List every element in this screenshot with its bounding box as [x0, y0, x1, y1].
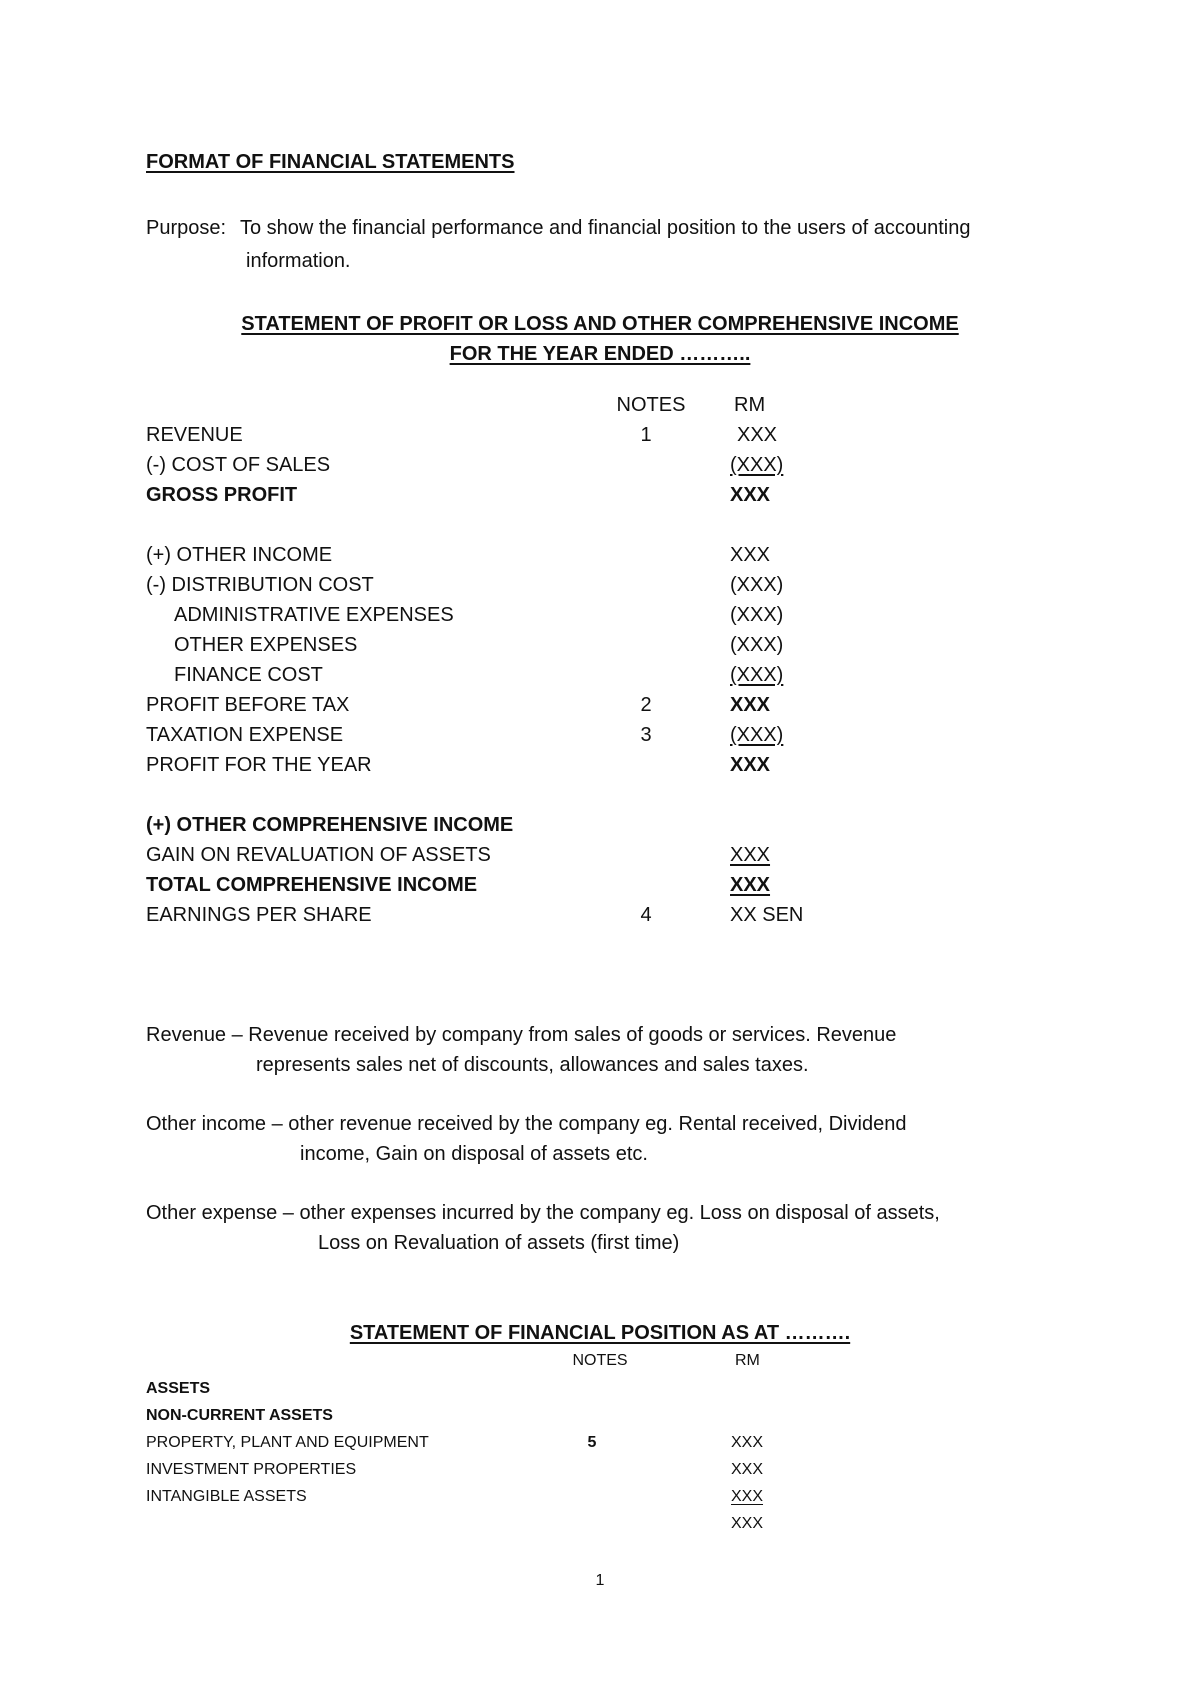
- pl-row-total-comprehensive-income: [0, 874, 1200, 904]
- pl-row-finance-cost: [0, 664, 1200, 694]
- definition-term: Revenue: [146, 1024, 227, 1046]
- row-amount: XXX: [730, 544, 771, 566]
- fp-row-investment-properties: [0, 1461, 1200, 1487]
- pl-row-gain-on-revaluation: [0, 844, 1200, 874]
- definition-other-expense-line2: Loss on Revaluation of assets (first time): [318, 1232, 680, 1254]
- row-label: INTANGIBLE ASSETS: [146, 1488, 307, 1505]
- pl-row-other-expenses: [0, 634, 1200, 664]
- row-amount: (XXX): [730, 664, 784, 686]
- row-amount: XXX: [731, 1434, 764, 1451]
- row-label: NON-CURRENT ASSETS: [146, 1407, 333, 1424]
- row-label: INVESTMENT PROPERTIES: [146, 1461, 357, 1478]
- pl-row-administrative-expenses: [0, 604, 1200, 634]
- pl-row-cost-of-sales: [0, 454, 1200, 484]
- fp-heading: STATEMENT OF FINANCIAL POSITION AS AT ……….: [349, 1322, 851, 1344]
- row-label: (+) OTHER INCOME: [146, 544, 333, 566]
- row-amount: XXX: [730, 484, 771, 506]
- row-label: GROSS PROFIT: [146, 484, 298, 506]
- row-amount: (XXX): [730, 604, 784, 626]
- row-label: TAXATION EXPENSE: [146, 724, 344, 746]
- row-note: 3: [640, 724, 652, 746]
- pl-row-other-income: [0, 544, 1200, 574]
- purpose-label: Purpose:: [146, 217, 227, 239]
- pl-column-headers: [0, 394, 1200, 424]
- pl-row-revenue: [0, 424, 1200, 454]
- purpose-text-line2: information.: [246, 250, 351, 272]
- row-note: 5: [587, 1434, 597, 1451]
- definition-term: Other expense: [146, 1202, 278, 1224]
- row-amount: XXX: [737, 424, 778, 446]
- row-note: 2: [640, 694, 652, 716]
- row-label: (-) DISTRIBUTION COST: [146, 574, 374, 596]
- definition-revenue-line2: represents sales net of discounts, allowances and sales taxes.: [256, 1054, 809, 1076]
- definition-text: – Revenue received by company from sales of goods or services. Revenue: [231, 1024, 897, 1046]
- pl-col-notes: NOTES: [616, 394, 686, 416]
- fp-row-assets: [0, 1380, 1200, 1406]
- row-label: PROFIT BEFORE TAX: [146, 694, 350, 716]
- row-amount: XXX: [730, 844, 771, 866]
- page-number: 1: [595, 1572, 605, 1589]
- pl-row-earnings-per-share: [0, 904, 1200, 934]
- definition-revenue: [146, 1024, 896, 1047]
- fp-row-intangible-assets: [0, 1488, 1200, 1514]
- document-title: FORMAT OF FINANCIAL STATEMENTS: [146, 151, 515, 173]
- row-label: PROFIT FOR THE YEAR: [146, 754, 372, 776]
- row-amount: (XXX): [730, 574, 784, 596]
- fp-column-headers: [0, 1352, 1200, 1378]
- row-amount: XXX: [731, 1515, 764, 1532]
- row-amount: XXX: [731, 1461, 764, 1478]
- definition-term: Other income: [146, 1113, 267, 1135]
- fp-row-ppe: [0, 1434, 1200, 1460]
- pl-row-profit-before-tax: [0, 694, 1200, 724]
- row-label: OTHER EXPENSES: [174, 634, 358, 656]
- pl-row-gross-profit: [0, 484, 1200, 514]
- definition-text: – other expenses incurred by the company eg. Loss on disposal of assets,: [282, 1202, 940, 1224]
- fp-col-rm: RM: [735, 1352, 760, 1369]
- pl-heading-line2: FOR THE YEAR ENDED ………..: [449, 343, 751, 365]
- row-label: EARNINGS PER SHARE: [146, 904, 372, 926]
- row-label: FINANCE COST: [174, 664, 323, 686]
- row-label: TOTAL COMPREHENSIVE INCOME: [146, 874, 478, 896]
- row-label: PROPERTY, PLANT AND EQUIPMENT: [146, 1434, 429, 1451]
- pl-row-distribution-cost: [0, 574, 1200, 604]
- row-label: REVENUE: [146, 424, 243, 446]
- pl-row-profit-for-the-year: [0, 754, 1200, 784]
- row-amount: XXX: [730, 754, 771, 776]
- row-label: GAIN ON REVALUATION OF ASSETS: [146, 844, 491, 866]
- fp-col-notes: NOTES: [572, 1352, 628, 1369]
- definition-other-income-line2: income, Gain on disposal of assets etc.: [300, 1143, 648, 1165]
- row-label: ASSETS: [146, 1380, 211, 1397]
- row-amount: (XXX): [730, 724, 784, 746]
- row-note: 1: [640, 424, 652, 446]
- row-label: (+) OTHER COMPREHENSIVE INCOME: [146, 814, 514, 836]
- pl-col-rm: RM: [734, 394, 766, 416]
- row-note: 4: [640, 904, 652, 926]
- row-label: (-) COST OF SALES: [146, 454, 331, 476]
- definition-other-income: [146, 1113, 906, 1136]
- definition-other-expense: [146, 1202, 940, 1225]
- purpose-text-line1: To show the financial performance and financial position to the users of accounting: [240, 217, 971, 239]
- row-amount: XXX: [730, 694, 771, 716]
- row-amount: XX SEN: [730, 904, 804, 926]
- row-amount: XXX: [731, 1488, 764, 1505]
- row-amount: XXX: [730, 874, 771, 896]
- pl-heading-line1: STATEMENT OF PROFIT OR LOSS AND OTHER COMPREHENSIVE INCOME: [241, 313, 959, 335]
- fp-row-non-current-assets: [0, 1407, 1200, 1433]
- pl-row-taxation-expense: [0, 724, 1200, 754]
- row-amount: (XXX): [730, 634, 784, 656]
- pl-row-oci-heading: [0, 814, 1200, 844]
- row-label: ADMINISTRATIVE EXPENSES: [174, 604, 454, 626]
- fp-row-subtotal: [0, 1515, 1200, 1541]
- definition-text: – other revenue received by the company eg. Rental received, Dividend: [271, 1113, 907, 1135]
- row-amount: (XXX): [730, 454, 784, 476]
